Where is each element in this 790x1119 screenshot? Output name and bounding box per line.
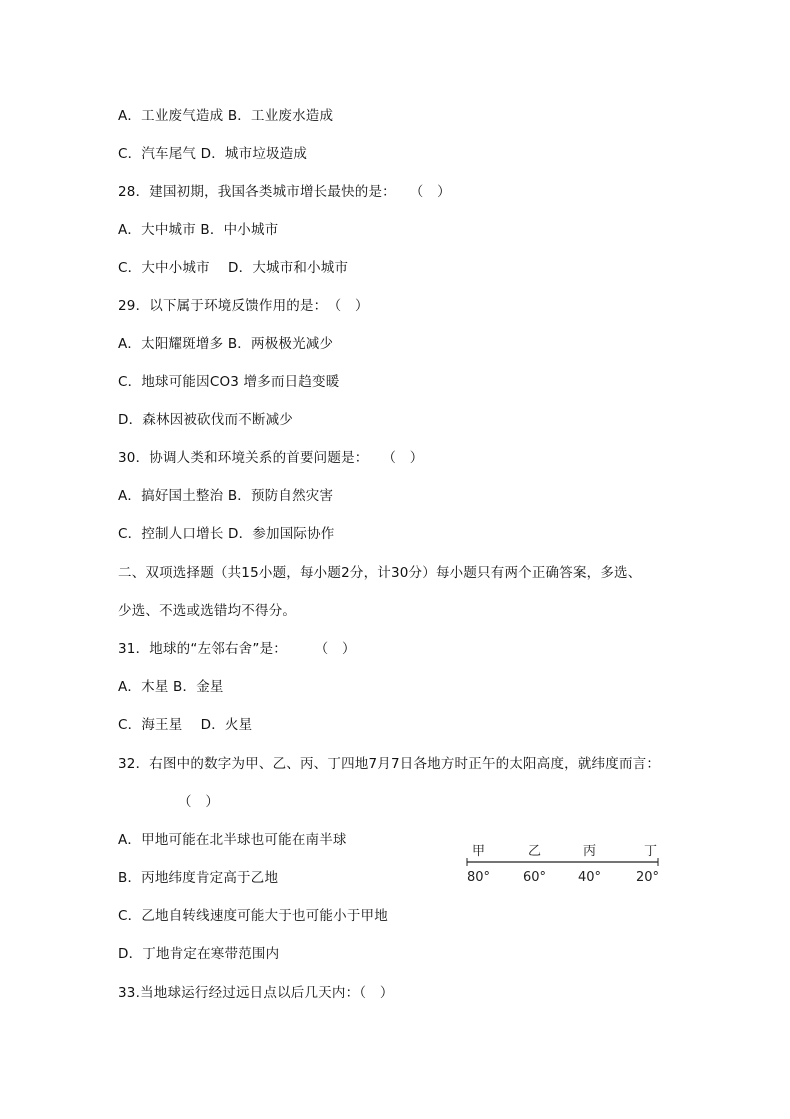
question-32: 32．右图中的数字为甲、乙、丙、丁四地7月7日各地方时正午的太阳高度，就纬度而言： [118,756,661,772]
question-28: 28．建国初期，我国各类城市增长最快的是： （ ） [118,184,451,200]
q29-options-ab: A．太阳耀斑增多 B．两极极光减少 [118,336,334,352]
q28-options-ab: A．大中城市 B．中小城市 [118,222,279,238]
q27-options-cd: C．汽车尾气 D．城市垃圾造成 [118,146,308,162]
question-33: 33.当地球运行经过远日点以后几天内：（ ） [118,985,394,1001]
q32-option-b: B．丙地纬度肯定高于乙地 [118,870,279,886]
q27-options-ab: A．工业废气造成 B．工业废水造成 [118,108,334,124]
section-2-heading: 二、双项选择题（共15小题，每小题2分，计30分）每小题只有两个正确答案，多选、 [118,565,642,581]
q31-options-cd: C．海王星 D．火星 [118,717,253,733]
q30-options-ab: A．搞好国土整治 B．预防自然灾害 [118,488,334,504]
angle-label-ding: 20° [636,870,660,885]
q29-option-c: C．地球可能因CO3 增多而日趋变暖 [118,374,340,390]
place-label-jia: 甲 [472,844,486,859]
question-31: 31．地球的“左邻右舍”是： （ ） [118,641,356,657]
q31-options-ab: A．木星 B．金星 [118,679,224,695]
section-2-heading-cont: 少选、不选或选错均不得分。 [118,603,297,619]
place-label-bing: 丙 [583,844,597,859]
angle-label-yi: 60° [523,870,547,885]
q32-option-c: C．乙地自转线速度可能大于也可能小于甲地 [118,908,388,924]
q30-options-cd: C．控制人口增长 D．参加国际协作 [118,526,335,542]
question-29: 29．以下属于环境反馈作用的是： （ ） [118,298,369,314]
q28-options-cd: C．大中小城市 D．大城市和小城市 [118,260,349,276]
q29-option-d: D．森林因被砍伐而不断减少 [118,412,293,428]
angle-label-bing: 40° [578,870,602,885]
sun-altitude-diagram [462,838,672,890]
q32-option-a: A．甲地可能在北半球也可能在南半球 [118,832,347,848]
place-label-yi: 乙 [528,844,542,859]
q32-answer-blank: （ ） [178,794,220,810]
question-30: 30．协调人类和环境关系的首要问题是： （ ） [118,450,424,466]
place-label-ding: 丁 [644,844,658,859]
q32-option-d: D．丁地肯定在寒带范围内 [118,946,280,962]
angle-label-jia: 80° [467,870,491,885]
